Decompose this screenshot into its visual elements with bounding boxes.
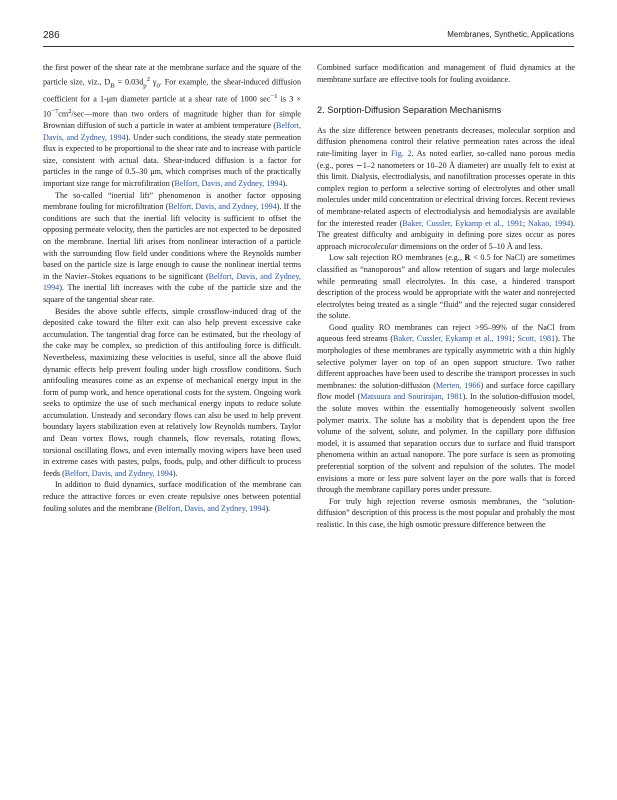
text: < 0.5 for NaCl) are sometimes classified as “nanoporous” and allow retention of sugars and large molecules while permeating small electrolytes. In this case, a hindered transport description of the process would be appropriate with the water and nonrejected electrolytes being treated as a single “fluid” and the rejected sugar considered the solute. (317, 253, 576, 321)
superscript: −1 (270, 93, 278, 101)
left-column (43, 62, 301, 514)
text: ). (265, 503, 271, 513)
superscript: −7 (51, 107, 59, 115)
paragraph (43, 62, 301, 190)
text: The so-called “inertial lift” phenomenon is another factor opposing membrane fouling for microfiltration ( (43, 190, 301, 212)
text: ; (512, 334, 518, 344)
citation-link[interactable]: Belfort, Davis, and Zydney, 1994 (43, 121, 301, 142)
subscript: B (110, 81, 115, 89)
text: ). If the conditions are such that the inertial lift velocity is sufficient to offset the opposing permeate velocity, then the particles are not expected to be deposited on the membrane. Inertial lift arises from nonlinear interaction of a particle with the surrounding flow field under conditions where the Reynolds number based on the particle size is large enough to cause the nonlinear inertial terms in the Navier–Stokes equations to be significant ( (43, 202, 301, 281)
italic-text: microcolecular (348, 241, 398, 251)
paragraph (317, 125, 575, 253)
text: ). (172, 468, 178, 478)
text: Good quality RO membranes can reject >95–99% of the NaCl from aqueous feed streams ( (317, 322, 575, 344)
citation-link[interactable]: Matsuura and Sourirajan, 1981 (360, 392, 463, 402)
citation-link[interactable]: Belfort, Davis, and Zydney, 1994 (43, 271, 301, 293)
text: ). Under such conditions, the steady state permeation flux is expected to be proportional to the shear rate and to increase with particle size, consistent with actual data. Shear-induced diffusion is a factor for particles in the range of 0.5–30 μm, which comprises much of the practically important size range for microfiltration ( (43, 132, 302, 189)
text: ; (522, 218, 529, 228)
text: ). The morphologies of these membranes are typically asymmetric with a thin highly selective polymer layer on top of an open support structure. Two rather different approaches have been used to describe the transport processes in such membranes: the solution-diffusion ( (317, 334, 576, 390)
paragraph (43, 190, 301, 306)
text: . For example, the shear-induced diffusion coefficient for a 1-μm diameter particle at a shear rate of 1000 sec (43, 77, 301, 105)
text: In addition to fluid dynamics, surface modification of the membrane can reduce the attractive forces or even create repulsive ones between potential fouling solutes and the membrane ( (43, 480, 301, 513)
text: ). The greatest difficulty and ambiguity in defining pore sizes occur as pores approach (317, 218, 576, 251)
bold-symbol: R (464, 253, 471, 263)
figure-link[interactable]: Fig. 2 (390, 148, 412, 158)
subscript: p (143, 81, 147, 89)
citation-link[interactable]: Belfort, Davis, and Zydney, 1994 (168, 202, 277, 212)
text: Low salt rejection RO membranes (e.g., (329, 253, 465, 263)
paragraph (43, 479, 301, 514)
paragraph (317, 252, 575, 322)
running-header (43, 30, 574, 47)
citation-link[interactable]: Belfort, Davis, and Zydney, 1994 (174, 179, 283, 189)
text: ). The inertial lift increases with the cube of the particle size and the square of the tangential shear rate. (43, 283, 301, 304)
citation-link[interactable]: Belfort, Davis, and Zydney, 1994 (157, 503, 266, 513)
citation-link[interactable]: Nakao, 1994 (528, 218, 571, 228)
text: As the size difference between penetrants decreases, molecular sorption and diffusion phenomena control their relative permeation rates across the ideal rate-limiting layer in (317, 125, 575, 158)
citation-link[interactable]: Scott, 1981 (517, 334, 556, 344)
paragraph: For truly high rejection reverse osmosis membranes, the “solution-diffusion” description of this process is the most popular and probably the most realistic. In this case, the high osmotic pressure difference between the (317, 496, 575, 529)
text: dimensions on the order of 5–10 Å and less. (397, 241, 543, 251)
superscript: 2 (146, 75, 150, 83)
superscript: 2 (68, 107, 72, 115)
page-number: 286 (43, 30, 60, 41)
text: is 3 × 10 (43, 95, 301, 119)
right-column (317, 62, 575, 531)
text: ) and surface force capillary flow model ( (317, 380, 576, 402)
citation-link[interactable]: Belfort, Davis, and Zydney, 1994 (64, 468, 173, 478)
section-heading: 2. Sorption-Diffusion Separation Mechanisms (317, 105, 502, 116)
text: = 0.03d (114, 77, 144, 87)
citation-link[interactable]: Baker, Cussler, Eykamp et al., 1991 (402, 218, 523, 228)
text: ). In the solution-diffusion model, the solute moves within the essentially homogeneously solvent swollen polymer matrix. The solute has a mobility that is dependent upon the free volume of the solvent, solute, and polymer. In the capillary pore diffusion model, it is assumed that separation occurs due to surface and fluid transport phenomena within an actual nanopore. The pore surface is seen as promoting preferential sorption of the solvent and repulsion of the solutes. The model envisions a more or less pure solvent layer on the pore walls that is forced through the membrane capillary pores under pressure. (317, 392, 575, 495)
subscript: 0 (156, 81, 160, 89)
running-title: Membranes, Synthetic, Applications (447, 30, 574, 39)
paragraph (43, 306, 301, 480)
citation-link[interactable]: Merten, 1966 (435, 380, 481, 390)
text: γ (150, 77, 157, 87)
text: /sec—more than two orders of magnitude higher than for simple Brownian diffusion of such a particle in water at ambient temperature ( (43, 109, 301, 131)
text: cm (58, 109, 69, 119)
text: the first power of the shear rate at the membrane surface and the square of the particle size, viz., D (43, 63, 301, 87)
text: Besides the above subtle effects, simple crossflow-induced drag of the deposited cake toward the filter exit can also help prevent excessive cake accumulation. The tangential drag force can be estimated, but the rheology of the cake may be complex, so prediction of this antifouling force is difficult. Nevertheless, maximizing these velocities is useful, since all the above fluid dynamic effects help prevent fouling under high crossflow conditions. Such antifouling measures come as an expense of mechanical energy input in the form of pump work, and hence operational costs for the system. Ongoing work seeks to optimize the use of such mechanical energy inputs to reduce solute accumulation. Unsteady and secondary flows can also be used to help prevent boundary layers stabilization even at relatively low Reynolds numbers. Taylor and Dean vortex flows, rough channels, flow reversals, rotating flows, torsional oscillating flows, and even internally moving wipers have been used in extreme cases with pastes, pulps, foods, pulp, and other difficult to process feeds ( (43, 306, 301, 478)
paragraph (317, 322, 575, 496)
text: . As noted earlier, so-called nano porous media (e.g., pores ∼1–2 nanometers or 10–20 Å diameter) are usually felt to exist at this limit. Dialysis, electrodialysis, and nanofiltration processes operate in this complex region to perform a selective sorting of electrolytes and other small molecules under mild concentration or electrical driving forces. Recent reviews of membrane-related aspects of electrodialysis and hemodialysis are available for the interested reader ( (317, 148, 575, 228)
paragraph: Combined surface modification and management of fluid dynamics at the membrane surface are effective tools for fouling avoidance. (317, 63, 575, 84)
citation-link[interactable]: Baker, Cussler, Eykamp et al., 1991 (393, 334, 513, 344)
text: ). (282, 179, 288, 189)
